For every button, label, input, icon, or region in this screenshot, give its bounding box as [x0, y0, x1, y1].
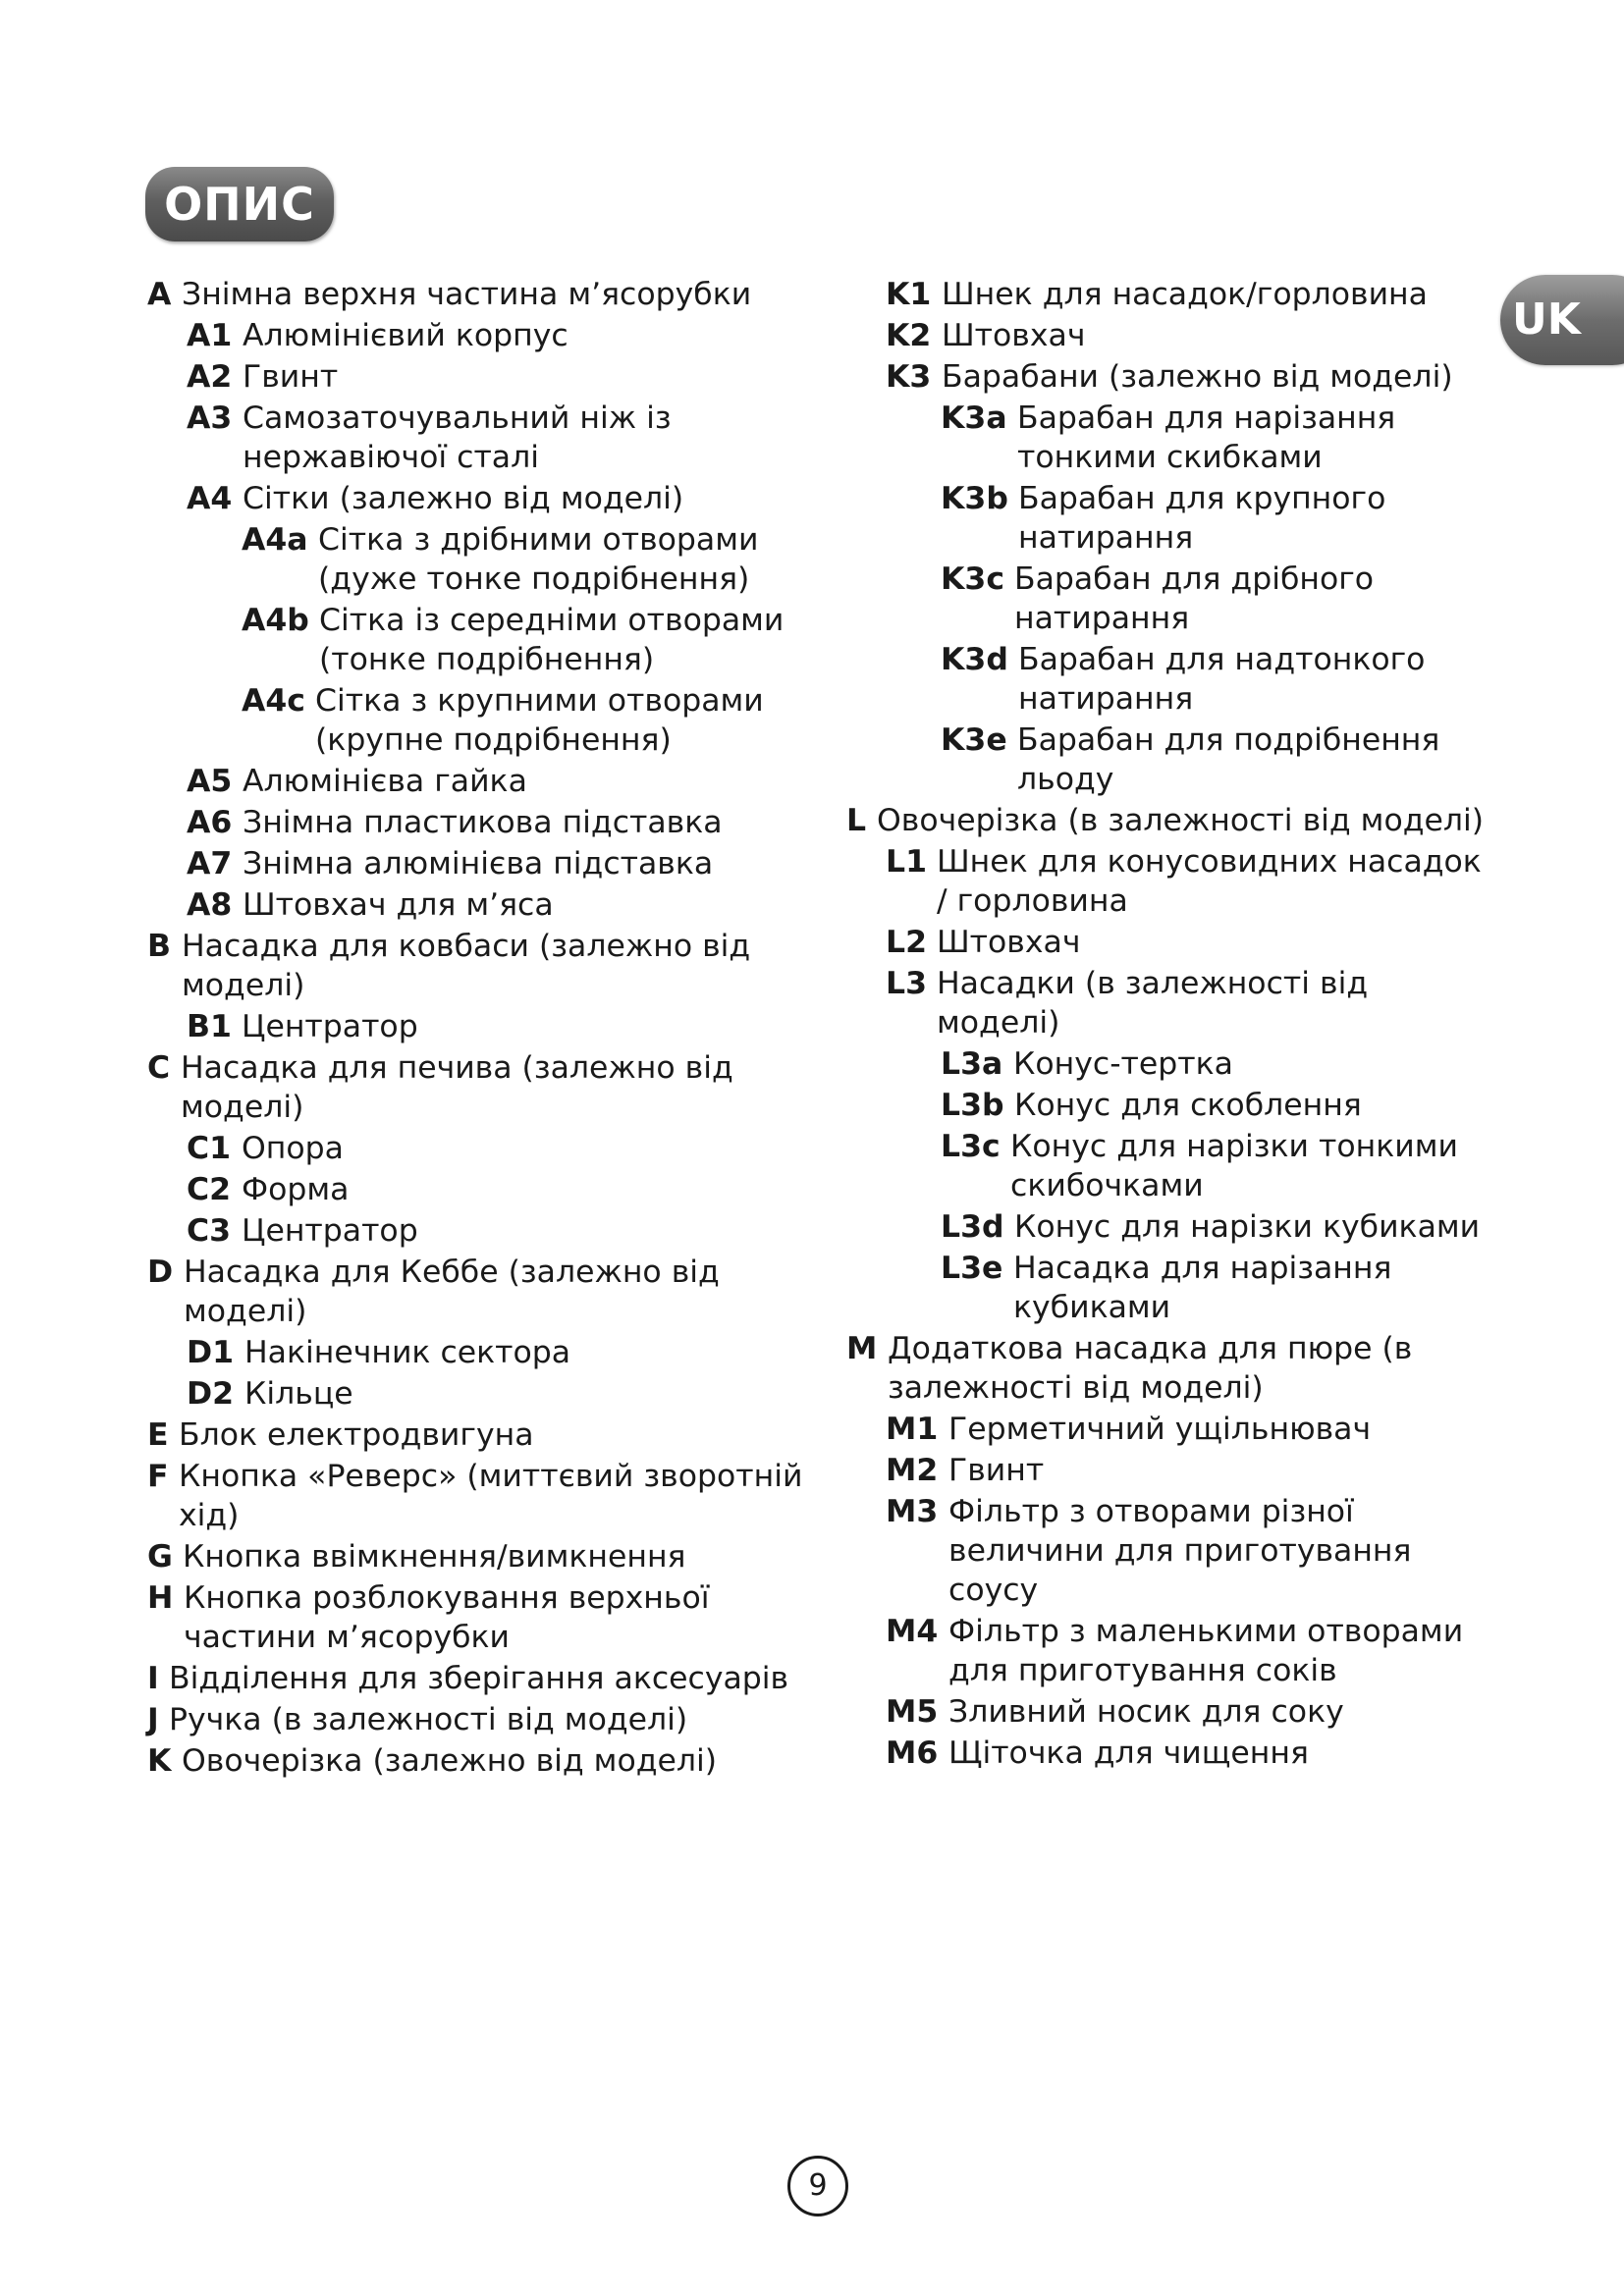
- item-code: A4: [187, 481, 233, 516]
- item-label: Шнек для насадок/горловина: [942, 277, 1428, 312]
- list-item: [846, 1207, 1494, 1247]
- item-label: Барабан для нарізання тонкими скибками: [1017, 400, 1396, 475]
- item-label: Гвинт: [948, 1453, 1045, 1488]
- item-label: Фільтр з маленькими отворами для приготування соків: [948, 1614, 1464, 1688]
- item-label: Насадка для ковбаси (залежно від моделі): [182, 929, 751, 1003]
- list-item: [846, 964, 1494, 1042]
- list-item: [147, 1741, 815, 1781]
- list-item: [846, 842, 1494, 921]
- item-label: Гвинт: [243, 359, 339, 395]
- item-code: M1: [886, 1412, 939, 1447]
- list-item: [147, 1129, 815, 1168]
- item-label: Опора: [242, 1131, 344, 1166]
- list-item: [846, 316, 1494, 355]
- list-item: [147, 1253, 815, 1331]
- item-label: Насадка для нарізання кубиками: [1013, 1251, 1392, 1325]
- item-label: Фільтр з отворами різної величини для приготування соусу: [948, 1494, 1412, 1608]
- list-item: [846, 923, 1494, 962]
- language-code: UK: [1512, 294, 1581, 345]
- item-code: M4: [886, 1614, 939, 1649]
- item-code: C1: [187, 1131, 232, 1166]
- list-item: [846, 1410, 1494, 1449]
- item-label: Алюмінієвий корпус: [243, 318, 568, 353]
- item-code: C: [147, 1050, 171, 1086]
- item-code: M6: [886, 1735, 939, 1771]
- list-item: [846, 479, 1494, 558]
- item-code: L: [846, 803, 867, 838]
- item-label: Насадка для Кеббе (залежно від моделі): [184, 1255, 720, 1329]
- parts-list-left: [147, 275, 815, 1783]
- item-code: L3c: [941, 1129, 1001, 1164]
- item-code: G: [147, 1539, 173, 1575]
- item-label: Відділення для зберігання аксесуарів: [169, 1661, 789, 1696]
- list-item: [147, 357, 815, 397]
- item-code: B1: [187, 1009, 232, 1044]
- list-item: [147, 1048, 815, 1127]
- item-code: L3: [886, 966, 927, 1001]
- item-code: K3e: [941, 722, 1007, 758]
- list-item: [147, 1457, 815, 1535]
- list-item: [846, 560, 1494, 638]
- item-label: Конус для нарізки тонкими скибочками: [1010, 1129, 1458, 1203]
- list-item: [147, 1700, 815, 1739]
- item-label: Зливний носик для соку: [948, 1694, 1344, 1730]
- list-item: [147, 1415, 815, 1455]
- item-code: A6: [187, 805, 233, 840]
- item-label: Барабан для надтонкого натирання: [1018, 642, 1426, 717]
- list-item: [147, 275, 815, 314]
- item-label: Ручка (в залежності від моделі): [169, 1702, 688, 1737]
- list-item: [147, 681, 815, 760]
- item-code: C3: [187, 1213, 232, 1249]
- item-code: D2: [187, 1376, 235, 1412]
- item-code: M3: [886, 1494, 939, 1529]
- list-item: [147, 520, 815, 599]
- list-item: [147, 762, 815, 801]
- list-item: [147, 844, 815, 883]
- item-label: Овочерізка (залежно від моделі): [182, 1743, 718, 1779]
- list-item: [147, 1578, 815, 1657]
- item-label: Насадки (в залежності від моделі): [937, 966, 1369, 1041]
- item-code: K: [147, 1743, 172, 1779]
- item-label: Форма: [242, 1172, 350, 1207]
- item-label: Кнопка «Реверс» (миттєвий зворотній хід): [179, 1459, 803, 1533]
- list-item: [147, 601, 815, 679]
- item-code: A8: [187, 887, 233, 923]
- item-label: Штовхач для м’яса: [243, 887, 554, 923]
- list-item: [147, 927, 815, 1005]
- item-code: K3d: [941, 642, 1008, 677]
- list-item: [846, 399, 1494, 477]
- item-label: Щіточка для чищення: [948, 1735, 1309, 1771]
- language-tab: [1500, 275, 1624, 365]
- list-item: [147, 1170, 815, 1209]
- item-label: Кнопка ввімкнення/вимкнення: [183, 1539, 686, 1575]
- item-label: Овочерізка (в залежності від моделі): [877, 803, 1485, 838]
- item-code: K1: [886, 277, 932, 312]
- item-code: C2: [187, 1172, 232, 1207]
- item-code: M: [846, 1331, 878, 1366]
- list-item: [846, 1734, 1494, 1773]
- list-item: [147, 1211, 815, 1251]
- section-title: ОПИС: [145, 167, 334, 241]
- item-code: A1: [187, 318, 233, 353]
- item-label: Сітка із середніми отворами (тонке подрібнення): [319, 603, 785, 677]
- item-label: Знімна верхня частина м’ясорубки: [182, 277, 752, 312]
- item-label: Штовхач: [942, 318, 1086, 353]
- item-code: M5: [886, 1694, 939, 1730]
- item-label: Самозаточувальний ніж із нержавіючої сталі: [243, 400, 672, 475]
- item-code: H: [147, 1580, 174, 1616]
- item-code: E: [147, 1417, 169, 1453]
- item-code: D: [147, 1255, 174, 1290]
- list-item: [846, 1492, 1494, 1610]
- item-code: A5: [187, 764, 233, 799]
- item-label: Барабани (залежно від моделі): [942, 359, 1453, 395]
- item-code: K3c: [941, 561, 1004, 597]
- page-number: 9: [787, 2156, 848, 2216]
- list-item: [147, 885, 815, 925]
- item-code: A2: [187, 359, 233, 395]
- item-code: A4a: [242, 522, 308, 558]
- list-item: [846, 1451, 1494, 1490]
- item-label: Конус для нарізки кубиками: [1014, 1209, 1481, 1245]
- list-item: [846, 640, 1494, 719]
- item-code: A: [147, 277, 172, 312]
- item-label: Кнопка розблокування верхньої частини м’ясорубки: [184, 1580, 710, 1655]
- item-label: Сітка з дрібними отворами (дуже тонке подрібнення): [318, 522, 759, 597]
- item-label: Барабан для подрібнення льоду: [1017, 722, 1440, 797]
- list-item: [147, 803, 815, 842]
- item-label: Блок електродвигуна: [179, 1417, 534, 1453]
- parts-list-right: [846, 275, 1494, 1775]
- item-code: A7: [187, 846, 233, 881]
- item-code: A4b: [242, 603, 309, 638]
- list-item: [846, 1086, 1494, 1125]
- item-code: J: [147, 1702, 159, 1737]
- item-label: Знімна алюмінієва підставка: [243, 846, 714, 881]
- list-item: [147, 479, 815, 518]
- item-label: Кільце: [244, 1376, 353, 1412]
- list-item: [147, 316, 815, 355]
- item-code: L2: [886, 925, 927, 960]
- list-item: [846, 1127, 1494, 1205]
- list-item: [147, 1659, 815, 1698]
- item-label: Барабан для крупного натирання: [1018, 481, 1386, 556]
- item-code: K3a: [941, 400, 1007, 436]
- item-label: Барабан для дрібного натирання: [1014, 561, 1375, 636]
- item-label: Штовхач: [937, 925, 1081, 960]
- item-label: Центратор: [242, 1009, 418, 1044]
- item-code: L1: [886, 844, 927, 880]
- item-label: Насадка для печива (залежно від моделі): [181, 1050, 733, 1125]
- list-item: [846, 1249, 1494, 1327]
- list-item: [846, 721, 1494, 799]
- item-code: K2: [886, 318, 932, 353]
- list-item: [147, 399, 815, 477]
- item-code: M2: [886, 1453, 939, 1488]
- item-label: Шнек для конусовидних насадок / горловина: [937, 844, 1482, 919]
- item-label: Герметичний ущільнювач: [948, 1412, 1372, 1447]
- item-label: Накінечник сектора: [244, 1335, 571, 1370]
- list-item: [846, 357, 1494, 397]
- item-code: K3b: [941, 481, 1008, 516]
- list-item: [846, 801, 1494, 840]
- item-code: D1: [187, 1335, 235, 1370]
- item-code: I: [147, 1661, 159, 1696]
- item-code: B: [147, 929, 172, 964]
- item-code: L3d: [941, 1209, 1004, 1245]
- list-item: [147, 1537, 815, 1576]
- item-label: Сітки (залежно від моделі): [243, 481, 684, 516]
- item-code: A3: [187, 400, 233, 436]
- list-item: [846, 1044, 1494, 1084]
- list-item: [846, 1329, 1494, 1408]
- list-item: [846, 275, 1494, 314]
- item-label: Конус для скоблення: [1014, 1088, 1362, 1123]
- item-code: K3: [886, 359, 932, 395]
- item-label: Конус-тертка: [1013, 1046, 1233, 1082]
- item-label: Додаткова насадка для пюре (в залежності від моделі): [888, 1331, 1413, 1406]
- item-code: L3e: [941, 1251, 1003, 1286]
- item-code: F: [147, 1459, 169, 1494]
- list-item: [846, 1692, 1494, 1732]
- item-code: L3a: [941, 1046, 1003, 1082]
- list-item: [147, 1007, 815, 1046]
- item-label: Знімна пластикова підставка: [243, 805, 723, 840]
- list-item: [147, 1333, 815, 1372]
- item-label: Сітка з крупними отворами (крупне подрібнення): [315, 683, 764, 758]
- item-code: A4c: [242, 683, 305, 719]
- list-item: [846, 1612, 1494, 1690]
- list-item: [147, 1374, 815, 1414]
- item-code: L3b: [941, 1088, 1004, 1123]
- item-label: Алюмінієва гайка: [243, 764, 527, 799]
- item-label: Центратор: [242, 1213, 418, 1249]
